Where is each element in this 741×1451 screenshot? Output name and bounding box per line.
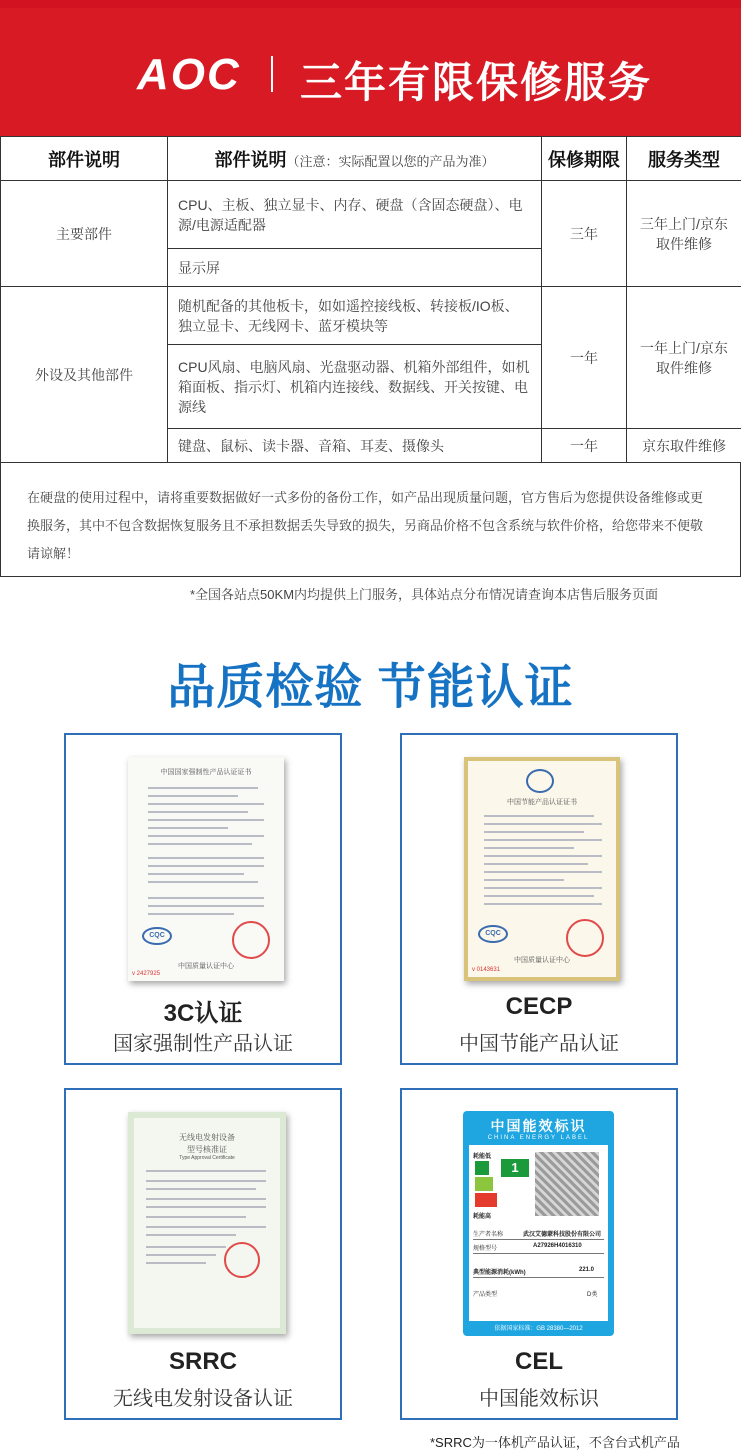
- cert-desc: 无线电发射设备认证: [113, 1388, 293, 1410]
- type-label: 产品类型: [473, 1292, 498, 1298]
- corner-ornament: [660, 733, 678, 751]
- section-title: 品质检验 节能认证: [167, 661, 574, 714]
- warranty-table: [0, 136, 741, 463]
- red-seal: [232, 921, 270, 959]
- cert-card-3c: [64, 733, 342, 1065]
- certificate-cecp-image: [464, 757, 620, 981]
- energy-label-image: [463, 1111, 614, 1336]
- aoc-logo: AOC: [137, 50, 241, 99]
- corner-ornament: [660, 1088, 678, 1106]
- header-part-desc-detail: [168, 137, 542, 181]
- cert-card-srrc: [64, 1088, 342, 1420]
- doc-serial: v 0143631: [472, 967, 501, 973]
- producer-label: 生产者名称: [473, 1232, 504, 1238]
- corner-ornament: [400, 1088, 418, 1106]
- banner-divider: [271, 56, 273, 92]
- consumption-value: 221.0: [579, 1267, 595, 1273]
- qr-code: [535, 1152, 599, 1216]
- grade-bar-3: [475, 1193, 497, 1207]
- certificate-3c-image: [128, 757, 284, 981]
- producer-value: 武汉艾德蒙科技股份有限公司: [523, 1232, 602, 1238]
- energy-high-label: 耗能高: [473, 1214, 492, 1220]
- header-warranty-period: 保修期限: [542, 137, 627, 181]
- doc-subtitle-en: Type Approval Certificate: [179, 1155, 235, 1161]
- cert-name: CECP: [505, 993, 573, 1020]
- energy-standard: 依据国家标准：GB 28380—2012: [494, 1326, 583, 1332]
- service-footnote: *全国各站点50KM内均提供上门服务，具体站点分布情况请查询本店售后服务页面: [190, 587, 659, 602]
- energy-label-title: 中国能效标识: [490, 1118, 587, 1134]
- cert-desc: 中国能效标识: [479, 1388, 599, 1410]
- header-banner: [0, 0, 741, 136]
- cert-name: SRRC: [168, 1348, 237, 1375]
- cert-name: CEL: [515, 1348, 563, 1375]
- doc-title: 中国国家强制性产品认证证书: [160, 769, 252, 776]
- corner-ornament: [324, 733, 342, 751]
- energy-label-body: [469, 1145, 608, 1321]
- doc-title: 中国节能产品认证证书: [507, 799, 577, 806]
- row-display: 显示屏: [168, 249, 542, 287]
- corner-ornament: [64, 733, 82, 751]
- grade-bar-2: [475, 1177, 493, 1191]
- cqc-logo: CQC: [478, 925, 508, 943]
- header-part-desc-label: 部件说明: [214, 149, 287, 170]
- energy-label-subtitle: CHINA ENERGY LABEL: [487, 1135, 590, 1141]
- doc-subtitle: 型号核准证: [187, 1145, 227, 1154]
- corner-ornament: [64, 1088, 82, 1106]
- cert-desc: 国家强制性产品认证: [113, 1033, 293, 1055]
- red-seal: [224, 1242, 260, 1278]
- cecp-logo: [526, 769, 554, 793]
- header-note: （注意：实际配置以您的产品为准）: [286, 153, 495, 169]
- period-accessories: 一年: [542, 429, 627, 463]
- corner-ornament: [324, 1088, 342, 1106]
- cert-name: 3C认证: [163, 1000, 243, 1027]
- model-value: A27926H4016310: [533, 1243, 582, 1249]
- srrc-footnote: *SRRC为一体机产品认证，不含台式机产品: [430, 1435, 680, 1450]
- group-main-parts: 主要部件: [1, 181, 168, 287]
- consumption-label: 典型能源消耗(kWh): [473, 1270, 526, 1276]
- row-main-parts: CPU、主板、独立显卡、内存、硬盘（含固态硬盘）、电源/电源适配器: [168, 181, 542, 249]
- doc-serial: v 2427925: [132, 971, 161, 977]
- period-three-years: 三年: [542, 181, 627, 287]
- corner-ornament: [400, 733, 418, 751]
- row-other-boards: 随机配备的其他板卡，如如遥控接线板、转接板/IO板、独立显卡、无线网卡、蓝牙模块等: [168, 287, 542, 345]
- cert-desc: 中国节能产品认证: [459, 1033, 619, 1055]
- banner-title: 三年有限保修服务: [300, 59, 653, 106]
- grade-bar-1: [475, 1161, 489, 1175]
- certificate-srrc-image: [128, 1112, 286, 1334]
- service-accessories: 京东取件维修: [627, 429, 741, 463]
- service-one-year: 一年上门/京东取件维修: [627, 287, 741, 429]
- disclaimer-text: 在硬盘的使用过程中，请将重要数据做好一式多份的备份工作，如产品出现质量问题，官方售后为您提供设备维修或更换服务，其中不包含数据恢复服务且不承担数据丢失导致的损失，另商品价格不包含系统与软件价格，给您带来不便敬请谅解！: [0, 462, 741, 577]
- cqc-logo: CQC: [142, 927, 172, 945]
- doc-foot: 中国质量认证中心: [178, 963, 234, 970]
- type-value: D类: [587, 1292, 598, 1298]
- table-row: [1, 181, 741, 249]
- red-seal: [566, 919, 604, 957]
- row-accessories: 键盘、鼠标、读卡器、音箱、耳麦、摄像头: [168, 429, 542, 463]
- header-service-type: 服务类型: [627, 137, 741, 181]
- service-three-years: 三年上门/京东取件维修: [627, 181, 741, 287]
- table-header-row: [1, 137, 741, 181]
- doc-foot: 中国质量认证中心: [514, 957, 570, 964]
- table-row: [1, 287, 741, 345]
- energy-low-label: 耗能低: [473, 1154, 492, 1160]
- period-one-year: 一年: [542, 287, 627, 429]
- doc-title: 无线电发射设备: [179, 1133, 235, 1142]
- cert-card-cecp: [400, 733, 678, 1065]
- model-label: 规格型号: [473, 1246, 498, 1252]
- header-part-desc: 部件说明: [1, 137, 168, 181]
- row-peripherals: CPU风扇、电脑风扇、光盘驱动器、机箱外部组件，如机箱面板、指示灯、机箱内连接线、数据线、开关按键、电源线: [168, 345, 542, 429]
- group-other-parts: 外设及其他部件: [1, 287, 168, 463]
- grade-indicator: 1: [501, 1159, 529, 1177]
